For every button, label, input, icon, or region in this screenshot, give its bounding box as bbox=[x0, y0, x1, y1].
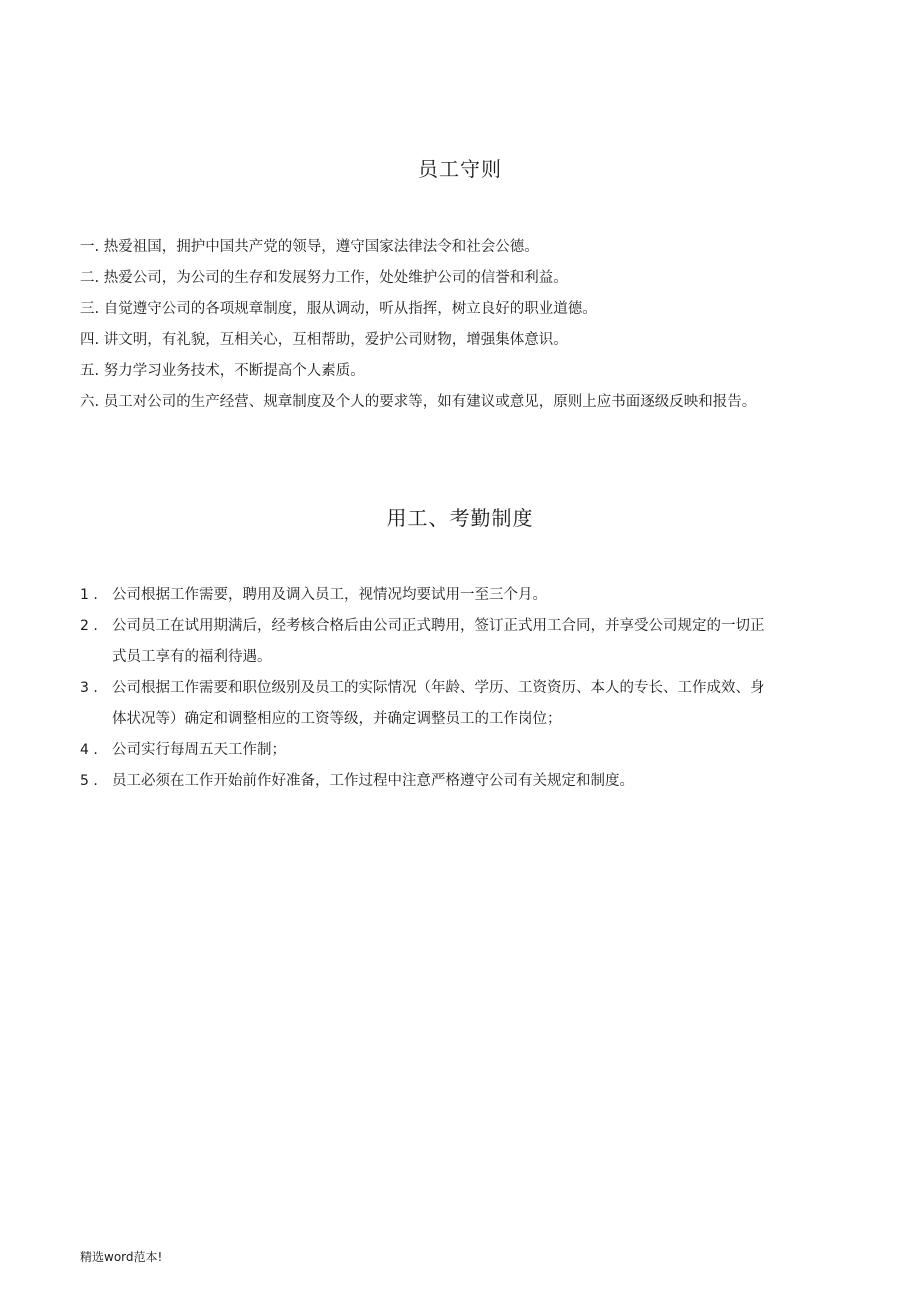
list-item bbox=[80, 673, 846, 735]
list-item: 三. 自觉遵守公司的各项规章制度，服从调动，听从指挥，树立良好的职业道德。 bbox=[80, 301, 597, 317]
item-number: 5 . bbox=[80, 773, 98, 789]
list-item bbox=[80, 735, 846, 766]
attendance-policy-list bbox=[80, 580, 846, 797]
item-line: 公司实行每周五天工作制； bbox=[112, 742, 286, 758]
item-text bbox=[112, 580, 846, 611]
list-item: 四. 讲文明，有礼貌，互相关心，互相帮助，爱护公司财物，增强集体意识。 bbox=[80, 332, 568, 348]
item-line: 式员工享有的福利待遇。 bbox=[112, 649, 272, 665]
item-line: 公司根据工作需要和职位级别及员工的实际情况（年龄、学历、工资资历、本人的专长、工作成效、身 bbox=[112, 680, 765, 696]
list-item bbox=[80, 611, 846, 673]
employee-code-title: 员工守则 bbox=[418, 157, 502, 181]
item-text bbox=[112, 673, 846, 735]
item-number: 1 . bbox=[80, 587, 98, 603]
item-number: 2 . bbox=[80, 618, 98, 634]
item-line: 公司员工在试用期满后，经考核合格后由公司正式聘用，签订正式用工合同，并享受公司规定的一切正 bbox=[112, 618, 765, 634]
list-item bbox=[80, 580, 846, 611]
employee-code-list bbox=[80, 232, 860, 418]
list-item: 一. 热爱祖国，拥护中国共产党的领导，遵守国家法律法令和社会公德。 bbox=[80, 239, 539, 255]
item-line: 公司根据工作需要，聘用及调入员工，视情况均要试用一至三个月。 bbox=[112, 587, 547, 603]
item-text bbox=[112, 735, 846, 766]
list-item: 六. 员工对公司的生产经营、规章制度及个人的要求等，如有建议或意见，原则上应书面逐级反映和报告。 bbox=[80, 394, 757, 410]
page-footer: 精选word范本! bbox=[80, 1250, 163, 1264]
list-item bbox=[80, 766, 846, 797]
item-number: 3 . bbox=[80, 680, 98, 696]
item-text bbox=[112, 611, 846, 673]
item-line: 员工必须在工作开始前作好准备，工作过程中注意严格遵守公司有关规定和制度。 bbox=[112, 773, 634, 789]
list-item: 五. 努力学习业务技术，不断提高个人素质。 bbox=[80, 363, 365, 379]
list-item: 二. 热爱公司，为公司的生存和发展努力工作，处处维护公司的信誉和利益。 bbox=[80, 270, 568, 286]
item-text bbox=[112, 766, 846, 797]
item-line: 体状况等）确定和调整相应的工资等级，并确定调整员工的工作岗位； bbox=[112, 711, 562, 727]
item-number: 4 . bbox=[80, 742, 98, 758]
attendance-policy-title: 用工、考勤制度 bbox=[386, 506, 534, 530]
